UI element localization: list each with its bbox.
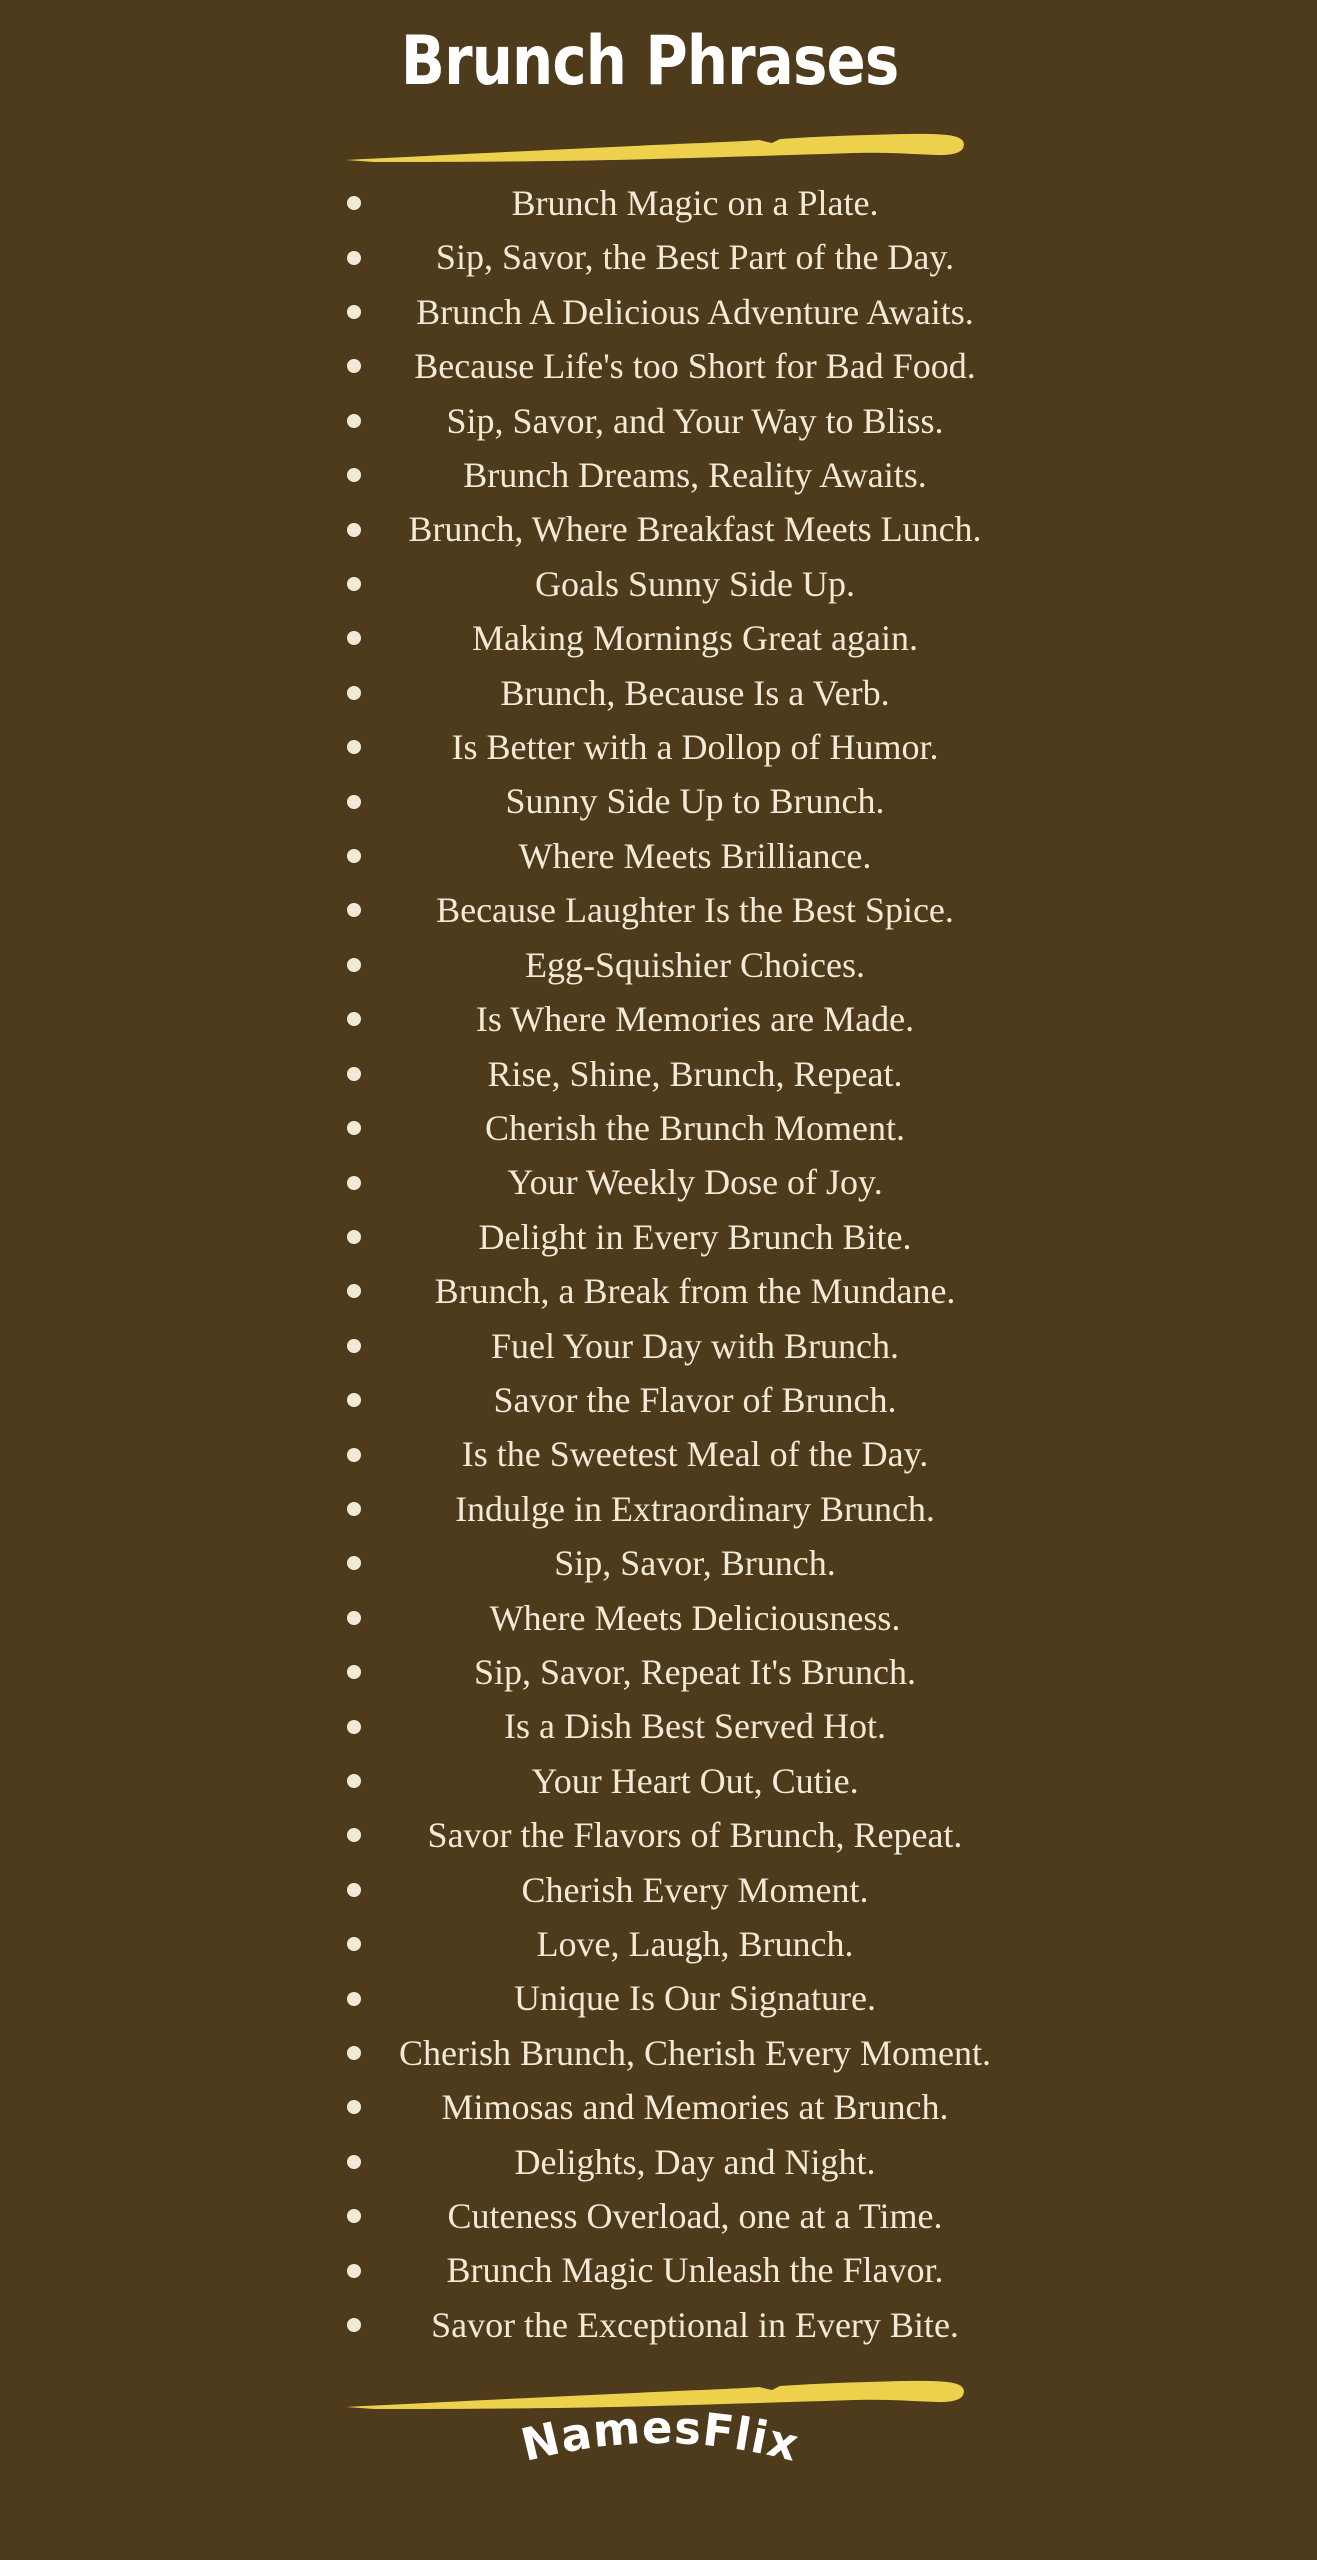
svg-text:NamesFlix [516,2401,804,2472]
phrase-list [380,176,1010,2352]
phrase-item: Savor the Flavor of Brunch. [380,1373,1010,1427]
phrase-item: Delights, Day and Night. [380,2135,1010,2189]
phrase-item: Cherish Brunch, Cherish Every Moment. [380,2026,1010,2080]
brush-stroke-top-icon [344,129,966,163]
phrase-item: Is Where Memories are Made. [380,992,1010,1046]
phrase-item: Cuteness Overload, one at a Time. [380,2189,1010,2243]
phrase-item: Making Mornings Great again. [380,611,1010,665]
phrase-item: Because Laughter Is the Best Spice. [380,883,1010,937]
phrase-item: Indulge in Extraordinary Brunch. [380,1482,1010,1536]
phrase-item: Rise, Shine, Brunch, Repeat. [380,1047,1010,1101]
phrase-item: Brunch Dreams, Reality Awaits. [380,448,1010,502]
phrase-item: Brunch, Where Breakfast Meets Lunch. [380,502,1010,556]
phrase-item: Your Weekly Dose of Joy. [380,1155,1010,1209]
phrase-item: Brunch, Because Is a Verb. [380,666,1010,720]
phrase-item: Unique Is Our Signature. [380,1971,1010,2025]
phrase-item: Is the Sweetest Meal of the Day. [380,1427,1010,1481]
phrase-item: Where Meets Deliciousness. [380,1591,1010,1645]
phrase-item: Sip, Savor, Brunch. [380,1536,1010,1590]
phrase-item: Fuel Your Day with Brunch. [380,1319,1010,1373]
phrase-item: Brunch Magic Unleash the Flavor. [380,2243,1010,2297]
phrase-item: Where Meets Brilliance. [380,829,1010,883]
phrase-item: Your Heart Out, Cutie. [380,1754,1010,1808]
page-title-text: Brunch Phrases [401,22,899,101]
phrase-item: Savor the Flavors of Brunch, Repeat. [380,1808,1010,1862]
brand-logo [500,2398,820,2478]
phrase-item: Savor the Exceptional in Every Bite. [380,2298,1010,2352]
phrase-item: Goals Sunny Side Up. [380,557,1010,611]
phrase-item: Mimosas and Memories at Brunch. [380,2080,1010,2134]
phrase-item: Brunch Magic on a Plate. [380,176,1010,230]
phrase-item: Sip, Savor, and Your Way to Bliss. [380,394,1010,448]
phrase-item: Love, Laugh, Brunch. [380,1917,1010,1971]
phrase-item: Because Life's too Short for Bad Food. [380,339,1010,393]
phrase-item: Delight in Every Brunch Bite. [380,1210,1010,1264]
phrase-item: Is Better with a Dollop of Humor. [380,720,1010,774]
phrase-item: Brunch A Delicious Adventure Awaits. [380,285,1010,339]
phrase-item: Brunch, a Break from the Mundane. [380,1264,1010,1318]
phrase-item: Sip, Savor, the Best Part of the Day. [380,230,1010,284]
phrase-item: Sip, Savor, Repeat It's Brunch. [380,1645,1010,1699]
phrase-item: Egg-Squishier Choices. [380,938,1010,992]
phrase-item: Is a Dish Best Served Hot. [380,1699,1010,1753]
brand-text: NamesFlix [515,2400,805,2472]
phrase-item: Cherish the Brunch Moment. [380,1101,1010,1155]
phrase-item: Cherish Every Moment. [380,1863,1010,1917]
phrase-item: Sunny Side Up to Brunch. [380,774,1010,828]
page-title [0,22,1300,101]
